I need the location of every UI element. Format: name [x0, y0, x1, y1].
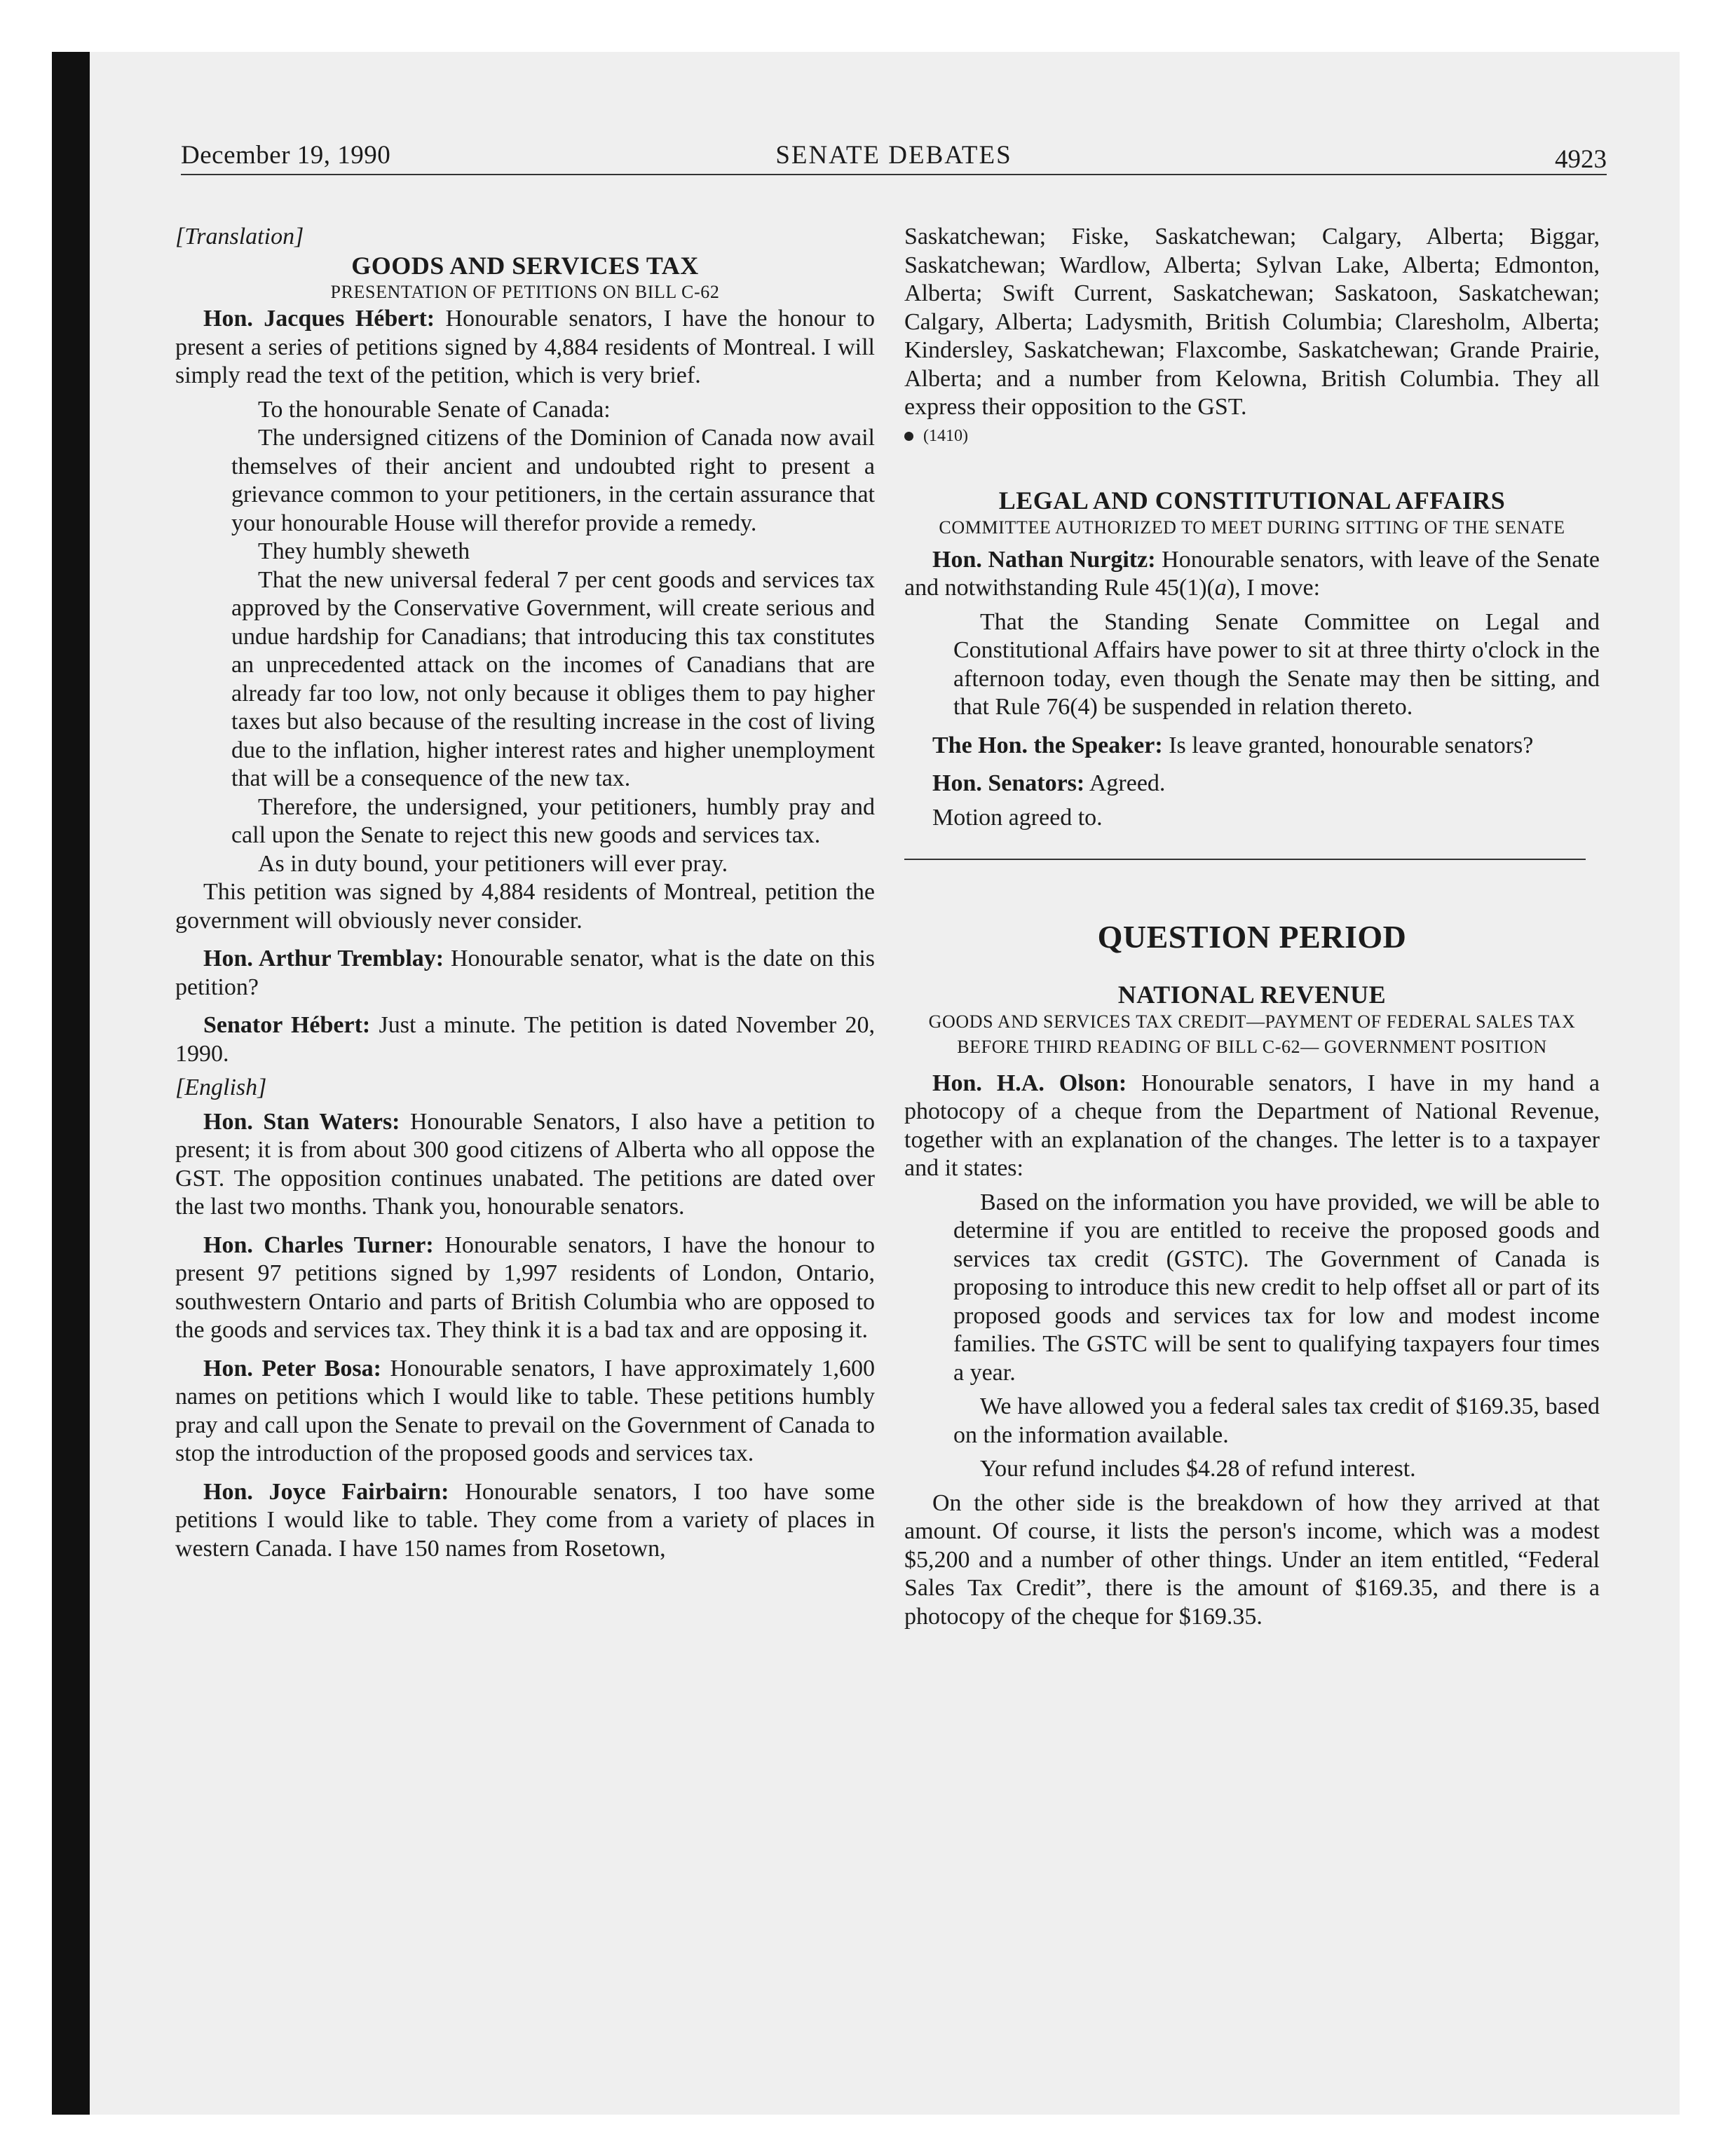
scan-margin — [0, 0, 52, 2156]
speaker-name: Hon. Jacques Hébert: — [203, 306, 435, 332]
section-title: LEGAL AND CONSTITUTIONAL AFFAIRS — [998, 486, 1506, 514]
speech-text-italic: a — [1214, 575, 1227, 601]
speech-text: Agreed. — [1084, 770, 1166, 796]
speech-paragraph: On the other side is the breakdown of how they arrived at that amount. Of course, it lists the person's income, which was a modest $5,200 and a number of other things. Under an item entitled, “Federal Sales Tax Credit”, there is the amount of $169.35, and there is a photocopy of the cheque for $169.35. — [904, 1489, 1600, 1630]
letter-quote-paragraph: We have allowed you a federal sales tax credit of $169.35, based on the information available. — [953, 1393, 1600, 1448]
speech-text: Honourable senators, with leave of the Senate and notwithstanding Rule 45(1)( — [904, 546, 1600, 601]
petition-paragraph: The undersigned citizens of the Dominion of Canada now avail themselves of their ancient and undoubted right to present a grievance common to your petitioners, in the certain assurance that your honourable House will therefor provide a remedy. — [231, 425, 875, 536]
speech-text: Just a minute. The petition is dated November 20, 1990. — [175, 1012, 875, 1067]
speech-paragraph — [175, 1231, 875, 1345]
speech-text: Honourable senators, I have the honour to present 97 petitions signed by 1,997 residents of London, Ontario, southwestern Ontario and parts of British Columbia who are opposed to the goods and services tax. They think it is a bad tax and are opposing it. — [175, 1231, 875, 1343]
section-subtitle: PRESENTATION OF PETITIONS ON BILL C-62 — [330, 282, 720, 302]
speech-paragraph: This petition was signed by 4,884 residents of Montreal, petition the government will obviously never consider. — [175, 879, 875, 934]
speaker-name: The Hon. the Speaker: — [932, 732, 1163, 758]
speaker-name: Hon. Senators: — [932, 770, 1085, 796]
right-column — [904, 223, 1600, 1631]
speech-text: Honourable senators, I have the honour to present a series of petitions signed by 4,884 residents of Montreal. I will simply read the text of the petition, which is very brief. — [175, 306, 876, 388]
speech-paragraph — [904, 1070, 1600, 1183]
header-publication: SENATE DEBATES — [775, 141, 1012, 170]
speaker-name: Hon. Charles Turner: — [203, 1231, 434, 1258]
speech-text: Honourable senators, I have approximately 1,600 names on petitions which I would like to table. These petitions humbly pray and call upon the Senate to prevail on the Government of Canada to stop the introduction of the proposed goods and services tax. — [175, 1355, 875, 1466]
time-mark-text: (1410) — [923, 426, 968, 445]
section-subtitle: COMMITTEE AUTHORIZED TO MEET DURING SITTING OF THE SENATE — [939, 517, 1565, 538]
motion-text: That the Standing Senate Committee on Legal and Constitutional Affairs have power to sit at three thirty o'clock in the afternoon today, even though the Senate may then be sitting, and that Rule 76(4) be suspended in relation thereto. — [953, 608, 1600, 720]
speech-text: ), I move: — [1226, 575, 1321, 601]
speech-paragraph — [175, 1011, 875, 1068]
petition-paragraph: Therefore, the undersigned, your petitioners, humbly pray and call upon the Senate to reject this new goods and services tax. — [231, 793, 875, 848]
speaker-name: Hon. Nathan Nurgitz: — [932, 546, 1156, 573]
speech-paragraph — [175, 1108, 875, 1222]
speech-paragraph — [904, 770, 1600, 798]
question-period-title: QUESTION PERIOD — [1097, 919, 1407, 955]
header-rule — [181, 174, 1607, 175]
petition-paragraph: As in duty bound, your petitioners will ever pray. — [258, 850, 728, 877]
speaker-name: Hon. H.A. Olson: — [932, 1070, 1127, 1096]
speech-continuation: Saskatchewan; Fiske, Saskatchewan; Calgary, Alberta; Biggar, Saskatchewan; Wardlow, Alberta; Sylvan Lake, Alberta; Edmonton, Alberta; Swift Current, Saskatchewan; Saskatoon, Saskatchewan; Calgary, Alberta; Ladysmith, British Columbia; Claresholm, Alberta; Kindersley, Saskatchewan; Flaxcombe, Saskatchewan; Grande Prairie, Alberta; and a number from Kelowna, British Columbia. They all express their opposition to the GST. — [904, 224, 1600, 420]
letter-quote-paragraph: Your refund includes $4.28 of refund interest. — [980, 1456, 1416, 1482]
speaker-name: Hon. Joyce Fairbairn: — [203, 1478, 449, 1505]
speech-paragraph: Motion agreed to. — [932, 804, 1103, 831]
speaker-name: Hon. Stan Waters: — [203, 1108, 400, 1135]
section-divider — [904, 859, 1586, 860]
speech-text: Honourable senator, what is the date on this petition? — [175, 946, 875, 1000]
petition-paragraph: That the new universal federal 7 per cent goods and services tax approved by the Conservative Government, will create serious and undue hardship for Canadians; that introducing this tax constitutes an unprecedented attack on the incomes of Canadians that are already far too low, not only because it obliges them to pay higher taxes but also because of the resulting increase in the cost of living due to the inflation, higher interest rates and higher unemployment that will be a consequence of the new tax. — [231, 566, 875, 791]
bullet-icon — [904, 432, 913, 441]
section-subtitle: GOODS AND SERVICES TAX CREDIT—PAYMENT OF FEDERAL SALES TAX BEFORE THIRD READING OF BILL C-62— GOVERNMENT POSITION — [928, 1011, 1576, 1057]
letter-quote-paragraph: Based on the information you have provided, we will be able to determine if you are entitled to receive the proposed goods and services tax credit (GSTC). The Government of Canada is proposing to introduce this new credit to help offset all or part of its proposed goods and services tax for low and modest income families. The GSTC will be sent to qualifying taxpayers four times a year. — [953, 1189, 1600, 1386]
speech-paragraph — [904, 546, 1600, 603]
left-column — [175, 223, 875, 1563]
speech-paragraph — [175, 305, 875, 390]
scan-binding-shadow — [52, 52, 90, 2115]
speech-text: Is leave granted, honourable senators? — [1162, 732, 1534, 758]
speech-text: Honourable senators, I too have some petitions I would like to table. They come from a variety of places in western Canada. I have 150 names from Rosetown, — [175, 1478, 875, 1562]
header-date: December 19, 1990 — [181, 141, 391, 170]
page-number: 4923 — [1555, 145, 1607, 174]
speech-paragraph — [175, 1355, 875, 1468]
speaker-name: Hon. Peter Bosa: — [203, 1355, 381, 1381]
petition-paragraph: They humbly sheweth — [258, 538, 470, 564]
speech-paragraph — [175, 1478, 875, 1564]
time-marker — [904, 422, 1600, 451]
petition-address: To the honourable Senate of Canada: — [258, 396, 611, 423]
section-title: NATIONAL REVENUE — [1117, 981, 1387, 1009]
speech-text: Honourable senators, I have in my hand a photocopy of a cheque from the Department of National Revenue, together with an explanation of the changes. The letter is to a taxpayer and it states: — [904, 1070, 1600, 1181]
speech-paragraph — [904, 732, 1600, 760]
speech-paragraph — [175, 945, 875, 1002]
speaker-name: Hon. Arthur Tremblay: — [203, 946, 444, 971]
section-title: GOODS AND SERVICES TAX — [351, 251, 699, 280]
english-note: [English] — [175, 1074, 267, 1100]
speaker-name: Senator Hébert: — [203, 1012, 371, 1038]
page-header — [181, 140, 1607, 177]
translation-note: [Translation] — [175, 224, 304, 250]
speech-text: Honourable Senators, I also have a petition to present; it is from about 300 good citizens of Alberta who all oppose the GST. The opposition continues unabated. The petitions are dated over the last two months. Thank you, honourable senators. — [175, 1108, 875, 1220]
